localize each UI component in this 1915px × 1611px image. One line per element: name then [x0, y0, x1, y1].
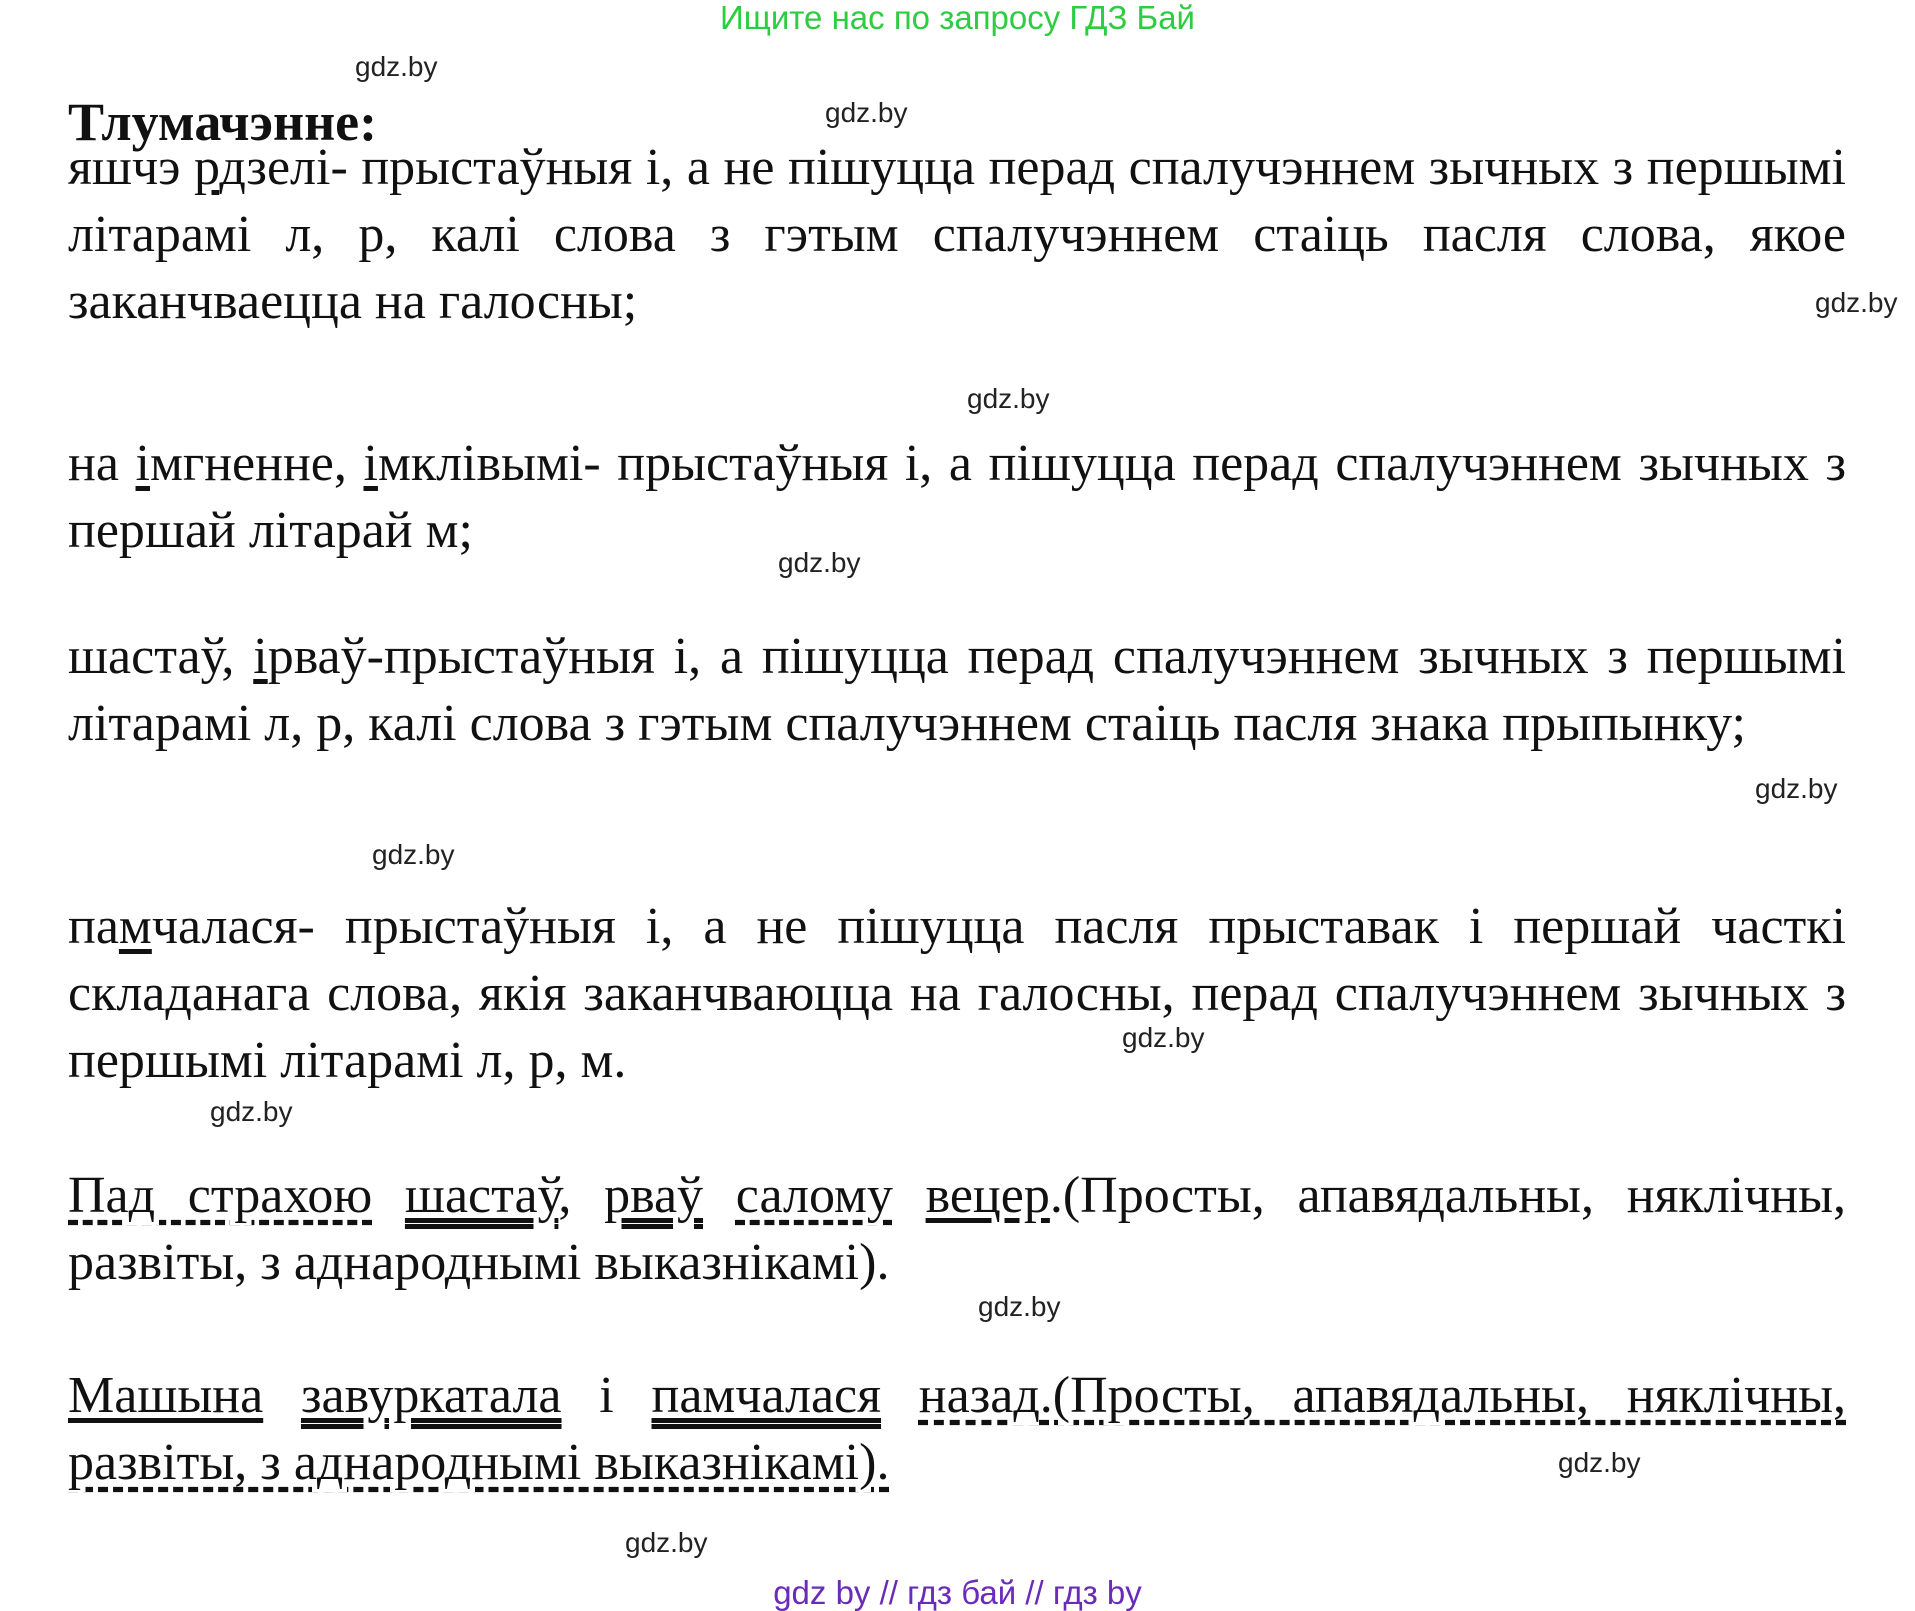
- paragraph-text: мклівымі- прыстаўныя і, а пішуцца перад спалучэннем зычных з першай літарай м;: [68, 435, 1846, 559]
- highlighted-letter: р: [194, 139, 220, 196]
- footer-links: gdz by // гдз бай // гдз by: [773, 1574, 1142, 1611]
- sentence-analysis: .(Просты, апавядальны, няклічны, развіты, з аднароднымі выказнікамі).: [68, 1167, 1847, 1291]
- analyzed-sentence-1: [68, 1162, 1846, 1296]
- highlighted-letter: і: [363, 435, 378, 492]
- highlighted-letter: м: [118, 898, 152, 955]
- explanation-paragraph-1: [68, 134, 1846, 335]
- sentence-subject: Пад страхою: [68, 1167, 373, 1224]
- highlighted-letter: і: [253, 628, 268, 685]
- watermark: gdz.by: [978, 1291, 1061, 1322]
- paragraph-text: шастаў,: [68, 628, 254, 685]
- paragraph-text: дзелі- прыстаўныя і, а не пішуцца перад спалучэннем зычных з першымі літарамі л, р, калі слова з гэтым спалучэннем стаіць пасля слова, якое заканчваецца на галосны;: [68, 139, 1846, 330]
- watermark: gdz.by: [625, 1527, 708, 1558]
- paragraph-text: на: [68, 435, 136, 492]
- watermark: gdz.by: [1122, 1022, 1205, 1053]
- highlighted-letter: і: [135, 435, 150, 492]
- sentence-subject: Машына: [68, 1367, 264, 1424]
- explanation-paragraph-4: [68, 893, 1846, 1094]
- paragraph-text: мгненне,: [149, 435, 364, 492]
- sentence-predicate: рваў: [604, 1167, 704, 1224]
- sentence-adverbial: назад: [918, 1367, 1040, 1424]
- page-title: Тлумачэнне:: [68, 92, 378, 152]
- sentence-predicate: памчалася: [651, 1367, 882, 1424]
- paragraph-text: чалася- прыстаўныя і, а не пішуцца пасля прыставак і першай часткі складанага слова, якія заканчваюцца на галосны, перад спалучэннем зычных з першымі літарамі л, р, м.: [68, 898, 1846, 1089]
- sentence-predicate: шастаў: [404, 1167, 559, 1224]
- sentence-analysis: .(Просты, апавядальны, няклічны, развіты, з аднароднымі выказнікамі).: [68, 1367, 1847, 1491]
- watermark: gdz.by: [355, 51, 438, 82]
- sentence-object: салому: [735, 1167, 893, 1224]
- sentence-conjunction: і: [599, 1367, 614, 1424]
- watermark: gdz.by: [372, 839, 455, 870]
- watermark: gdz.by: [967, 383, 1050, 414]
- watermark: gdz.by: [210, 1096, 293, 1127]
- watermark: gdz.by: [1558, 1447, 1641, 1478]
- paragraph-text: рваў-прыстаўныя і, а пішуцца перад спалучэннем зычных з першымі літарамі л, р, калі слова з гэтым спалучэннем стаіць пасля знака прыпынку;: [68, 628, 1846, 752]
- paragraph-text: яшчэ: [68, 139, 194, 196]
- top-banner: Ищите нас по запросу ГДЗ Бай: [720, 0, 1195, 36]
- watermark: gdz.by: [825, 97, 908, 128]
- sentence-punctuation: ,: [558, 1167, 605, 1224]
- explanation-paragraph-3: [68, 623, 1846, 757]
- sentence-predicate: завуркатала: [300, 1367, 562, 1424]
- watermark: gdz.by: [1815, 287, 1898, 318]
- watermark: gdz.by: [1755, 773, 1838, 804]
- sentence-subject: вецер: [925, 1167, 1050, 1224]
- watermark: gdz.by: [778, 547, 861, 578]
- explanation-paragraph-2: [68, 430, 1846, 564]
- paragraph-text: па: [68, 898, 119, 955]
